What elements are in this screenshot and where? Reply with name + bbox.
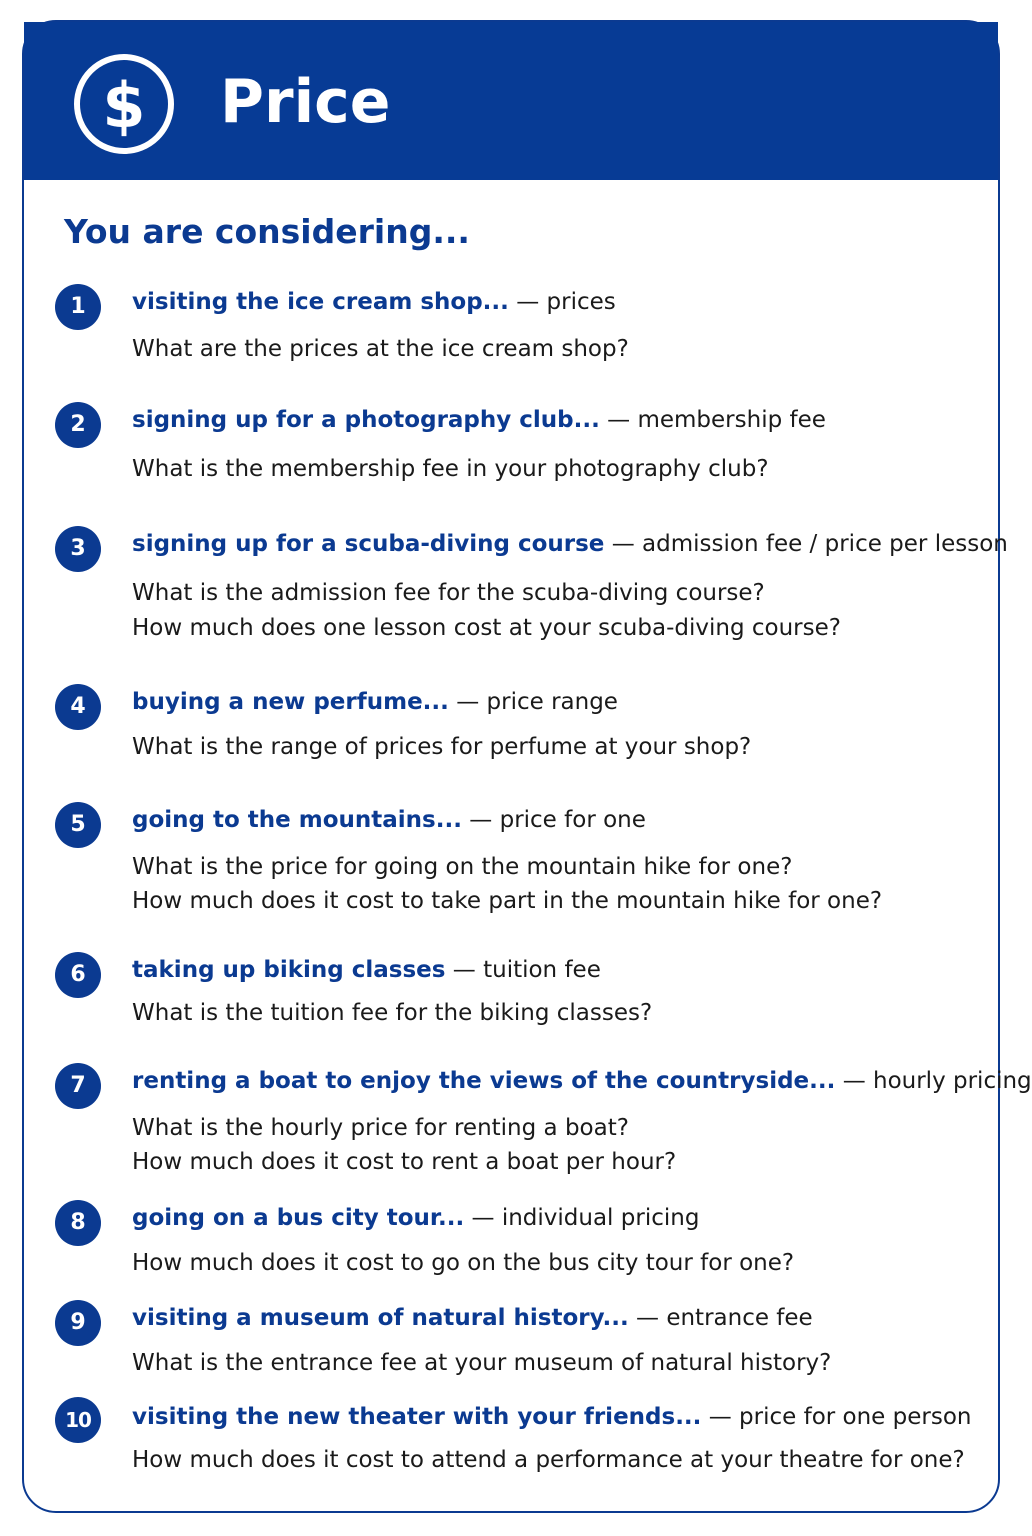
item-question: How much does it cost to rent a boat per hour?	[132, 1149, 677, 1175]
item-number-badge: 2	[55, 402, 101, 448]
item-question: How much does it cost to go on the bus city tour for one?	[132, 1250, 795, 1276]
item-headline	[132, 1302, 813, 1334]
item-number-badge: 10	[55, 1397, 101, 1443]
item-number-badge: 9	[55, 1300, 101, 1346]
item-number-badge: 3	[55, 526, 101, 572]
item-term: membership fee	[637, 407, 826, 433]
section-subtitle: You are considering...	[64, 212, 470, 251]
em-dash: —	[607, 407, 631, 433]
item-term: hourly pricing	[873, 1068, 1032, 1094]
item-question: What is the admission fee for the scuba-diving course?	[132, 580, 765, 606]
item-number-badge: 1	[55, 284, 101, 330]
item-term: entrance fee	[666, 1305, 813, 1331]
em-dash: —	[636, 1305, 660, 1331]
em-dash: —	[456, 689, 480, 715]
item-term: admission fee / price per lesson	[642, 531, 1008, 557]
em-dash: —	[469, 807, 493, 833]
item-topic: signing up for a scuba-diving course	[132, 531, 605, 557]
item-number-badge: 6	[55, 952, 101, 998]
item-topic: signing up for a photography club...	[132, 407, 600, 433]
item-headline	[132, 1202, 699, 1234]
em-dash: —	[611, 531, 635, 557]
item-topic: renting a boat to enjoy the views of the countryside...	[132, 1068, 836, 1094]
item-question: What is the price for going on the mountain hike for one?	[132, 854, 793, 880]
item-headline	[132, 686, 618, 718]
item-topic: taking up biking classes	[132, 957, 446, 983]
item-topic: going to the mountains...	[132, 807, 462, 833]
em-dash: —	[471, 1205, 495, 1231]
em-dash: —	[452, 957, 476, 983]
item-question: What are the prices at the ice cream shop?	[132, 336, 629, 362]
item-number-badge: 5	[55, 802, 101, 848]
item-number-badge: 4	[55, 684, 101, 730]
item-topic: visiting the ice cream shop...	[132, 289, 509, 315]
item-headline	[132, 1065, 1032, 1097]
item-term: individual pricing	[501, 1205, 700, 1231]
item-question: What is the membership fee in your photography club?	[132, 456, 769, 482]
item-headline	[132, 286, 616, 318]
item-headline	[132, 804, 646, 836]
item-term: tuition fee	[483, 957, 601, 983]
item-term: price for one person	[739, 1404, 972, 1430]
item-term: price range	[486, 689, 618, 715]
page-title: Price	[220, 67, 391, 137]
item-question: What is the range of prices for perfume at your shop?	[132, 734, 752, 760]
em-dash: —	[516, 289, 540, 315]
item-term: prices	[546, 289, 616, 315]
item-term: price for one	[499, 807, 646, 833]
item-headline	[132, 954, 601, 986]
item-topic: visiting the new theater with your friends...	[132, 1404, 702, 1430]
item-question: What is the tuition fee for the biking classes?	[132, 1000, 653, 1026]
item-topic: going on a bus city tour...	[132, 1205, 465, 1231]
price-card	[22, 20, 1032, 1513]
em-dash: —	[708, 1404, 732, 1430]
header-banner	[24, 22, 998, 180]
item-number-badge: 8	[55, 1200, 101, 1246]
item-headline	[132, 1401, 971, 1433]
em-dash: —	[842, 1068, 866, 1094]
item-question: What is the hourly price for renting a boat?	[132, 1115, 629, 1141]
dollar-circle-icon	[73, 53, 175, 155]
item-question: How much does it cost to attend a performance at your theatre for one?	[132, 1447, 965, 1473]
item-headline	[132, 528, 1008, 560]
item-topic: buying a new perfume...	[132, 689, 449, 715]
svg-text:$: $	[102, 69, 146, 142]
item-question: How much does it cost to take part in the mountain hike for one?	[132, 888, 883, 914]
item-question: What is the entrance fee at your museum of natural history?	[132, 1350, 832, 1376]
item-headline	[132, 404, 826, 436]
item-question: How much does one lesson cost at your scuba-diving course?	[132, 615, 841, 641]
item-topic: visiting a museum of natural history...	[132, 1305, 629, 1331]
item-number-badge: 7	[55, 1063, 101, 1109]
